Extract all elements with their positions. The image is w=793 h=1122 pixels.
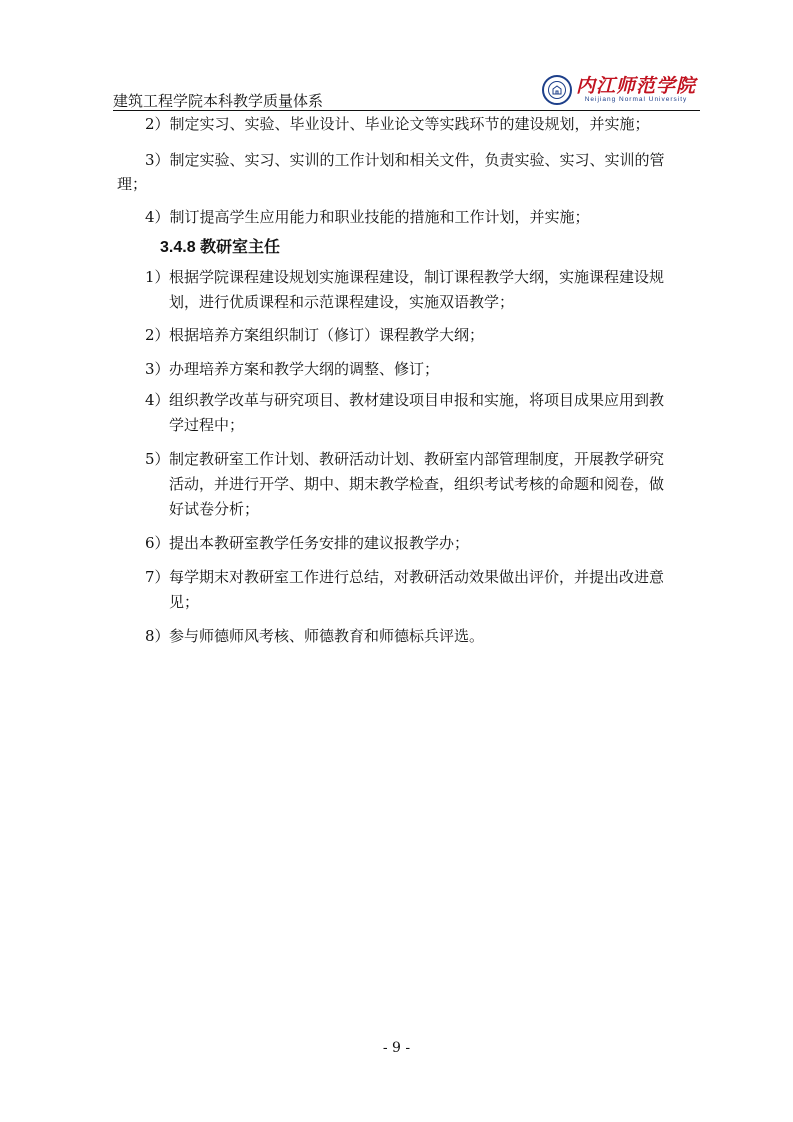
intro-item-2: 2）制定实习、实验、毕业设计、毕业论文等实践环节的建设规划，并实施；	[145, 115, 650, 133]
header-divider	[113, 110, 700, 111]
section-heading: 3.4.8 教研室主任	[160, 239, 281, 256]
university-logo	[542, 72, 696, 108]
page-header	[113, 72, 700, 110]
logo-name-cn: 内江师范学院	[575, 75, 696, 97]
intro-item-4: 4）制订提高学生应用能力和职业技能的措施和工作计划，并实施；	[145, 208, 590, 226]
intro-item-3-continued: 理；	[117, 175, 148, 193]
intro-item-3: 3）制定实验、实习、实训的工作计划和相关文件，负责实验、实习、实训的管	[145, 151, 665, 169]
header-title: 建筑工程学院本科教学质量体系	[113, 92, 324, 110]
page-number: - 9 -	[382, 1040, 411, 1056]
logo-name-en: Neijiang Normal University	[584, 96, 688, 103]
university-seal-icon	[542, 75, 572, 105]
